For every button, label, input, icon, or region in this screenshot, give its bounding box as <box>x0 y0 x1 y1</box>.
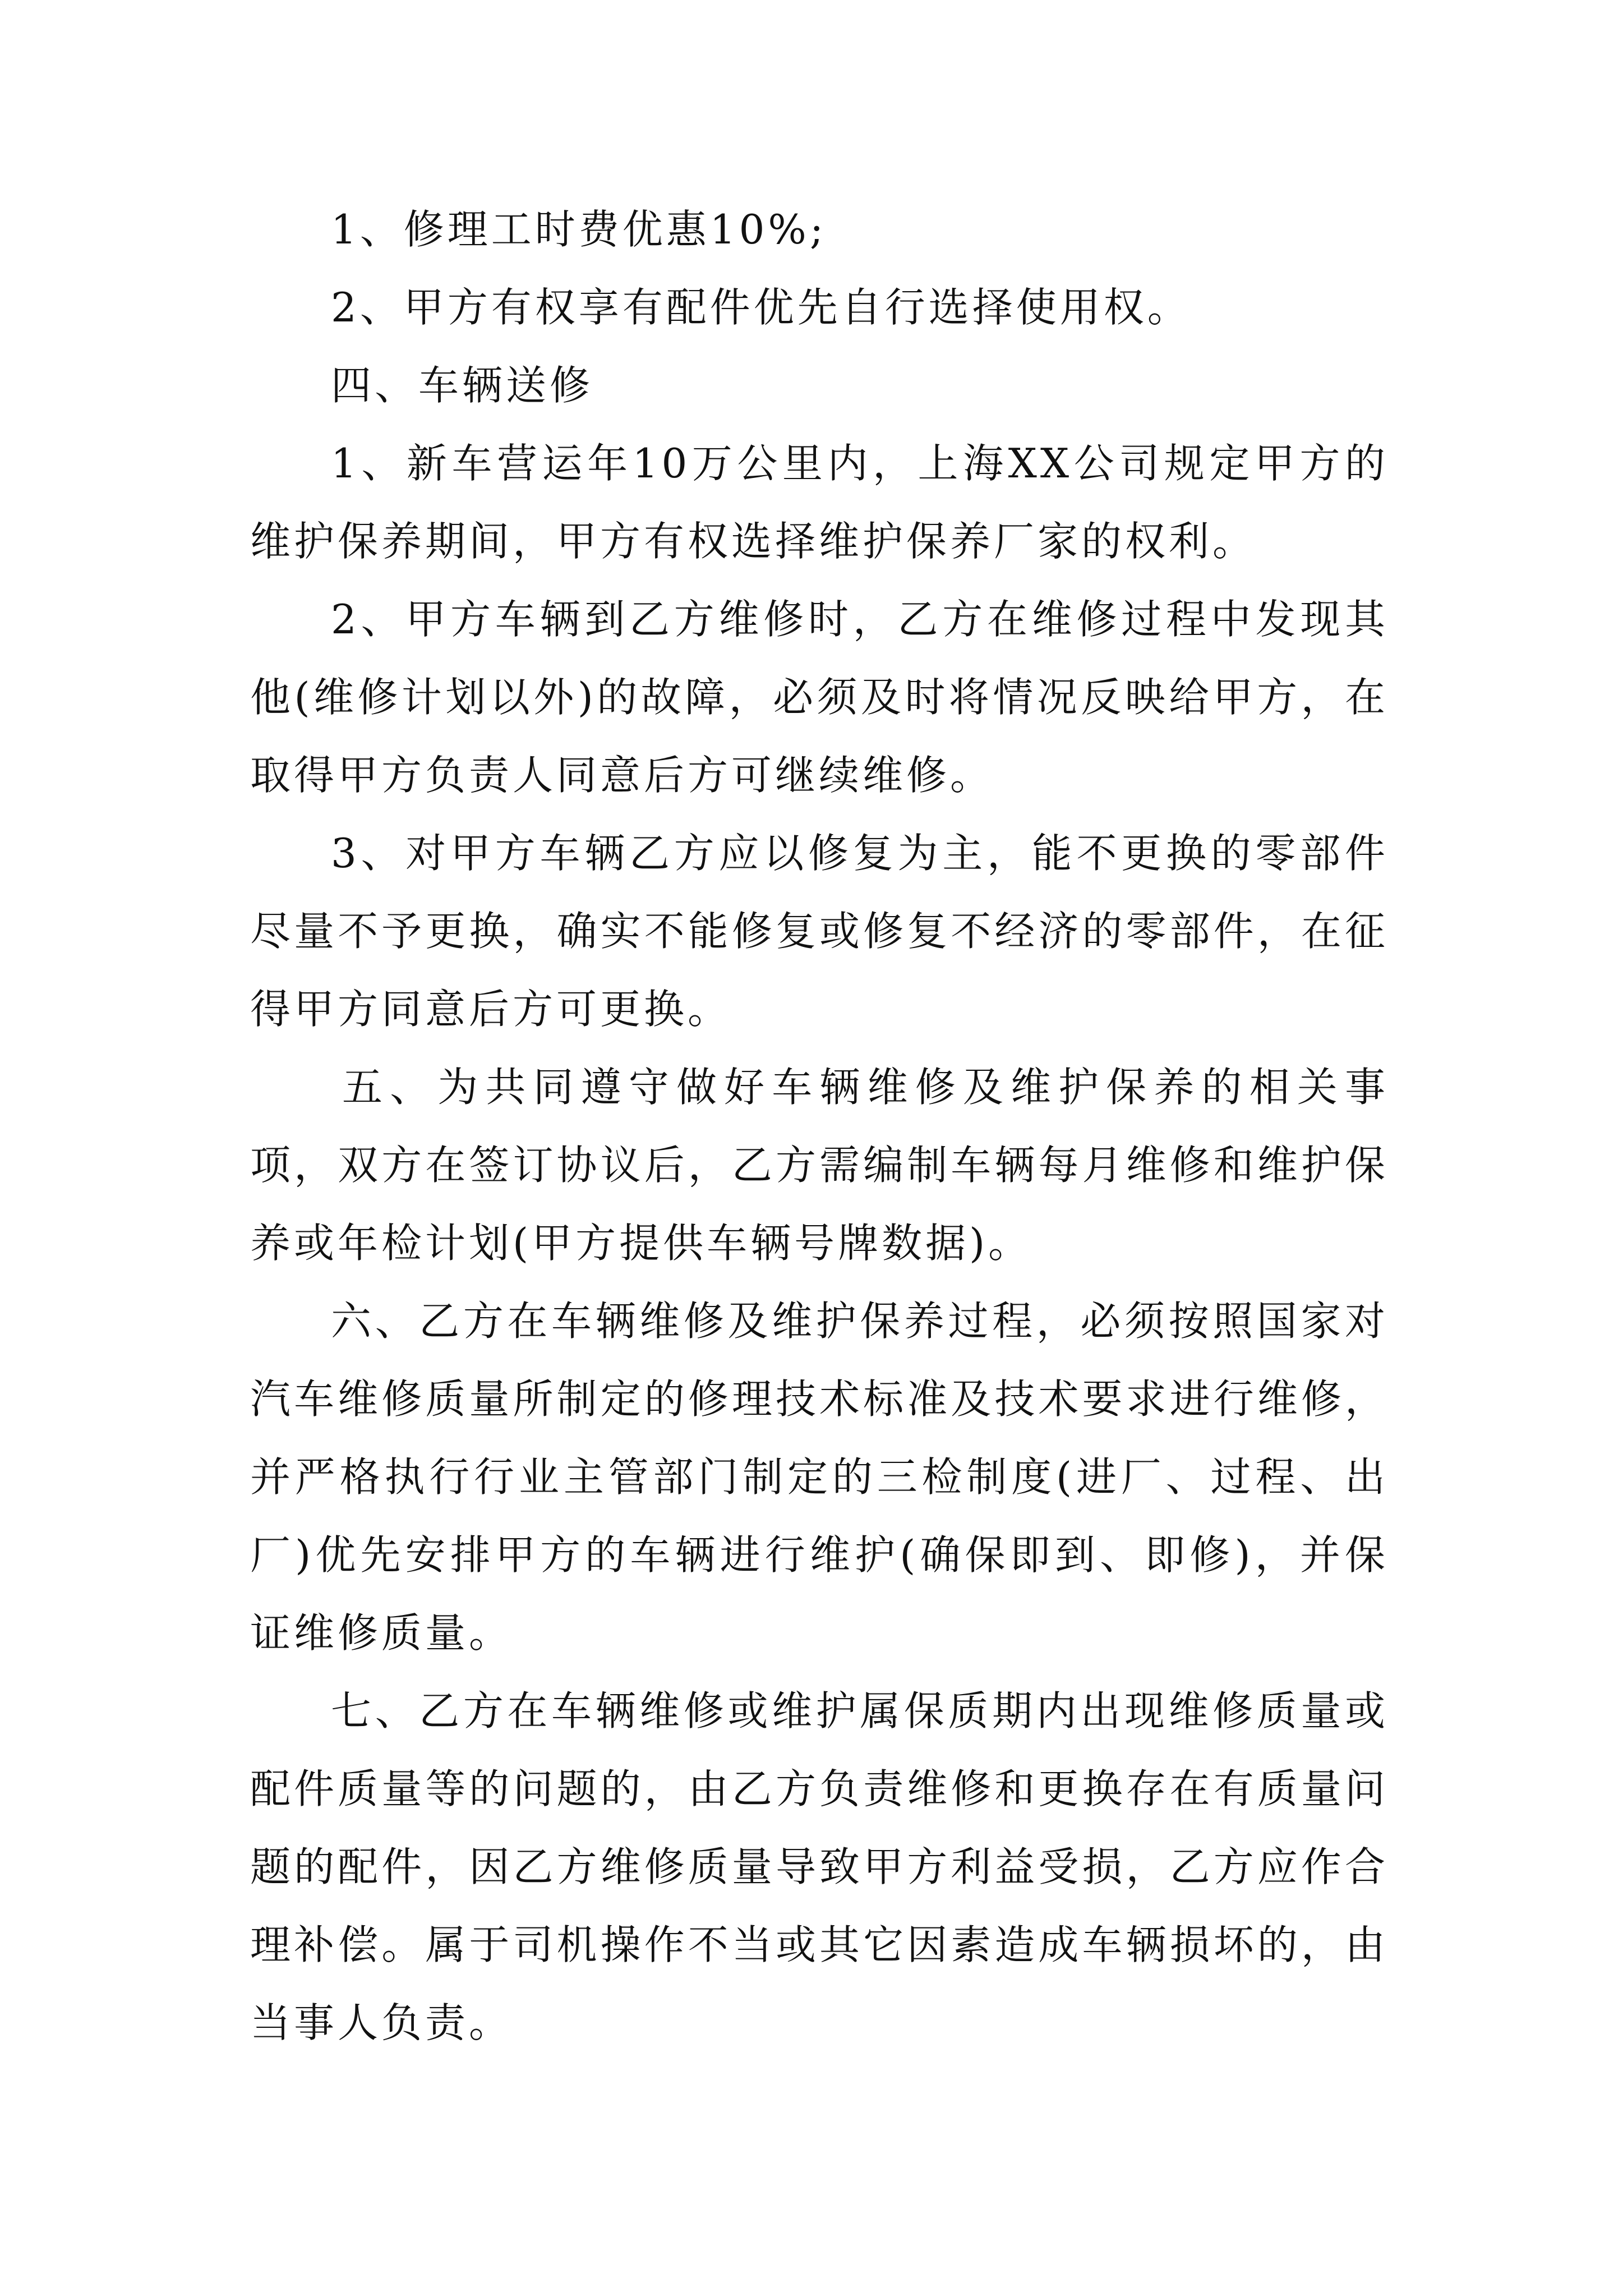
paragraph-other-faults: 2、甲方车辆到乙方维修时，乙方在维修过程中发现其他(维修计划以外)的故障，必须及时将情况反映给甲方，在取得甲方负责人同意后方可继续维修。 <box>250 596 1389 799</box>
paragraph-section-five: 五、为共同遵守做好车辆维修及维护保养的相关事项，双方在签订协议后，乙方需编制车辆每月维修和维护保养或年检计划(甲方提供车辆号牌数据)。 <box>250 1064 1389 1267</box>
document-body <box>250 191 1389 2062</box>
paragraph-new-vehicle: 1、新车营运年10万公里内，上海XX公司规定甲方的维护保养期间，甲方有权选择维护保养厂家的权利。 <box>250 440 1389 565</box>
paragraph-discount: 1、修理工时费优惠10%; <box>331 206 827 253</box>
paragraph-section-seven: 七、乙方在车辆维修或维护属保质期内出现维修质量或配件质量等的问题的，由乙方负责维修和更换存在有质量问题的配件，因乙方维修质量导致甲方利益受损，乙方应作合理补偿。属于司机操作不当或其它因素造成车辆损坏的，由当事人负责。 <box>250 1687 1389 2046</box>
paragraph-repair-first: 3、对甲方车辆乙方应以修复为主，能不更换的零部件尽量不予更换，确实不能修复或修复不经济的零部件，在征得甲方同意后方可更换。 <box>250 830 1389 1033</box>
section-heading-vehicle-repair: 四、车辆送修 <box>331 362 594 409</box>
paragraph-section-six: 六、乙方在车辆维修及维护保养过程，必须按照国家对汽车维修质量所制定的修理技术标准及技术要求进行维修，并严格执行行业主管部门制定的三检制度(进厂、过程、出厂)优先安排甲方的车辆进行维护(确保即到、即修)，并保证维修质量。 <box>250 1297 1389 1657</box>
paragraph-parts-choice: 2、甲方有权享有配件优先自行选择使用权。 <box>331 284 1191 331</box>
